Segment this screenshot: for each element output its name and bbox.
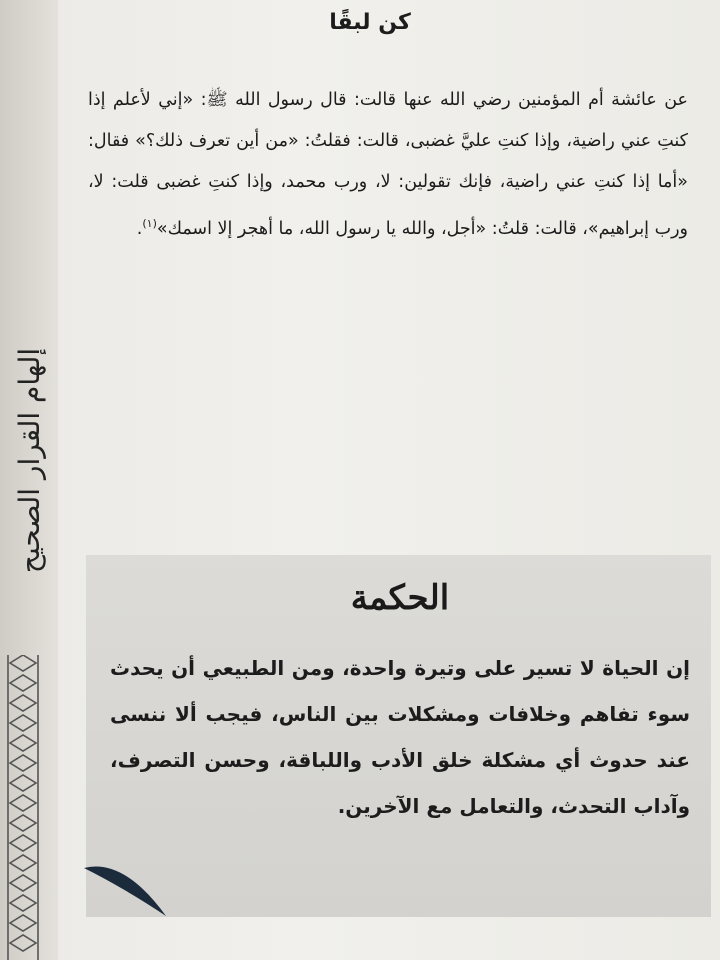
wisdom-heading: الحكمة [350,578,450,618]
book-title-vertical: إلهام القرار الصحيح [13,347,47,573]
chapter-title: كن لبقًا [329,10,411,35]
box-corner-ornament [84,858,166,918]
hadith-text: عن عائشة أم المؤمنين رضي الله عنها قالت: قال رسول الله ﷺ: «إني لأعلم إذا كنتِ عني راضية، وإذا كنتِ عليَّ غضبى، قالت: فقلتُ: «من أين تعرف ذلك؟» فقال: «أما إذا كنتِ عني راضية، فإنك تقولين: لا، ورب محمد، وإذا كنتِ غضبى قلت: لا، ورب إبراهيم»، قالت: قلتُ: «أجل، والله يا رسول الله، ما أهجر إلا اسمك» [88,90,688,239]
hadith-paragraph: عن عائشة أم المؤمنين رضي الله عنها قالت: قال رسول الله ﷺ: «إني لأعلم إذا كنتِ عني راضية، وإذا كنتِ عليَّ غضبى، قالت: فقلتُ: «من أين تعرف ذلك؟» فقال: «أما إذا كنتِ عني راضية، فإنك تقولين: لا، ورب محمد، وإذا كنتِ غضبى قلت: لا، ورب إبراهيم»، قالت: قلتُ: «أجل، والله يا رسول الله، ما أهجر إلا اسمك»$^{(١)}$. [88,90,688,239]
running-header [8,300,52,620]
decorative-border-pattern [6,655,40,960]
wisdom-text: إن الحياة لا تسير على وتيرة واحدة، ومن الطبيعي أن يحدث سوء تفاهم وخلافات ومشكلات بين الناس، فيجب ألا ننسى عند حدوث أي مشكلة خلق الأدب واللباقة، وحسن التصرف، وآداب التحدث، والتعامل مع الآخرين. [110,656,690,818]
footnote-marker: (١) [142,217,157,230]
